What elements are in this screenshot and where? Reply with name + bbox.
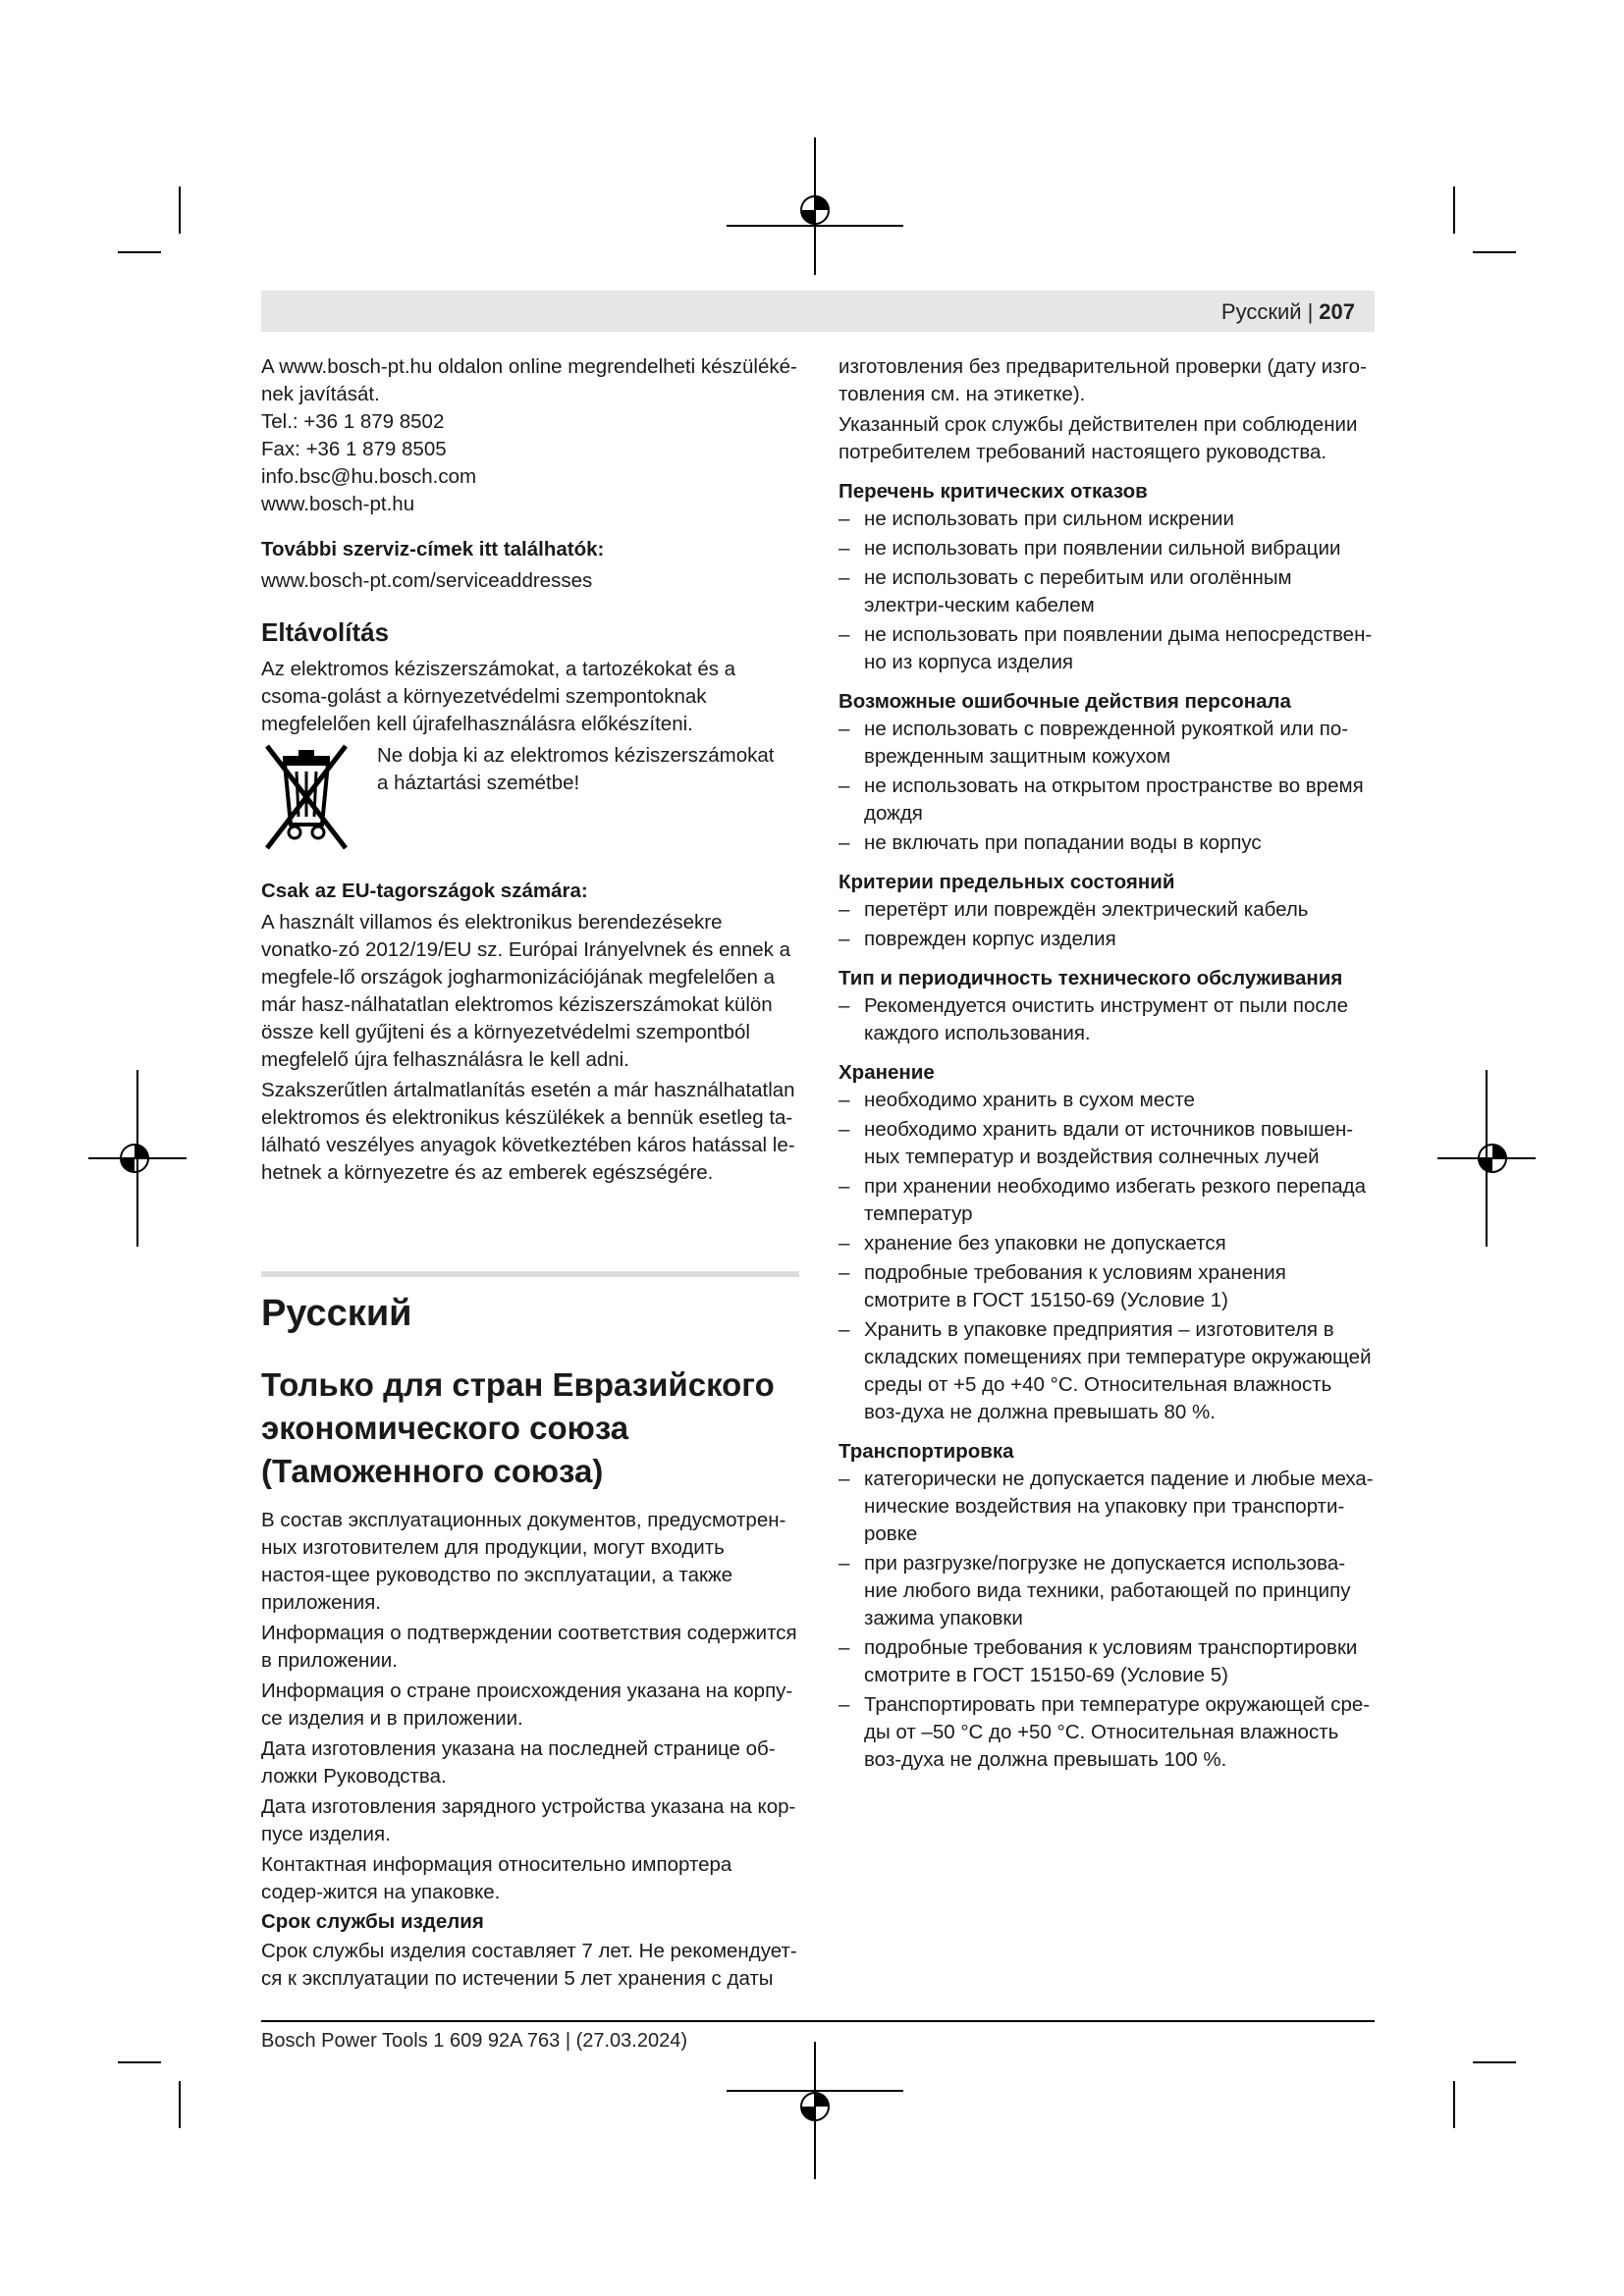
- crop-mark: [1453, 187, 1455, 234]
- intro-line: Tel.: +36 1 879 8502: [261, 410, 445, 433]
- list-item: – подробные требования к условиям транспортировки смотрите в ГОСТ 15150-69 (Условие 5): [839, 1634, 1375, 1689]
- bullet-list: [839, 896, 1375, 953]
- list-item: – не использовать при сильном искрении: [839, 506, 1375, 533]
- validity-text: Указанный срок службы действителен при соблюдении потребителем требований настоящего руководства.: [839, 413, 1358, 463]
- header-text: [1221, 299, 1355, 325]
- section-heading: Хранение: [839, 1061, 935, 1084]
- list-item: – не использовать при появлении сильной вибрации: [839, 535, 1375, 562]
- ru-paragraph: Дата изготовления зарядного устройства указана на кор-пусе изделия.: [261, 1795, 796, 1845]
- ru-paragraph: В состав эксплуатационных документов, предусмотрен-ных изготовителем для продукции, могут входить настоя-щее руководство по эксплуатации, а также приложения.: [261, 1509, 786, 1614]
- page-header: [261, 291, 1375, 332]
- list-item: – Рекомендуется очистить инструмент от пыли после каждого использования.: [839, 992, 1375, 1047]
- bullet-list: [839, 992, 1375, 1047]
- page-number: 207: [1319, 299, 1355, 324]
- list-item: – не использовать с перебитым или оголённым электри-ческим кабелем: [839, 564, 1375, 619]
- service-heading: További szerviz-címek itt találhatók:: [261, 538, 605, 561]
- weee-notice: [261, 742, 799, 870]
- service-life-heading: Срок службы изделия: [261, 1910, 484, 1933]
- bullet-list: [839, 716, 1375, 857]
- section-heading: Тип и периодичность технического обслуживания: [839, 967, 1343, 989]
- ru-paragraph: Информация о подтверждении соответствия содержится в приложении.: [261, 1622, 797, 1672]
- crop-mark: [179, 2081, 181, 2128]
- list-item: – подробные требования к условиям хранения смотрите в ГОСТ 15150-69 (Условие 1): [839, 1259, 1375, 1314]
- eu-text: Szakszerűtlen ártalmatlanítás esetén a már használhatatlan elektromos és elektronikus készülékek a bennük esetleg ta-lálható veszélyes anyagok következtében káros hatással le-hetnek a környezetre és az emberek egészségére.: [261, 1079, 795, 1184]
- list-item: – поврежден корпус изделия: [839, 926, 1375, 953]
- list-item: – хранение без упаковки не допускается: [839, 1230, 1375, 1257]
- list-item: – необходимо хранить вдали от источников повышен-ных температур и воздействия солнечных лучей: [839, 1116, 1375, 1171]
- crop-mark: [1453, 2081, 1455, 2128]
- list-item: – при хранении необходимо избегать резкого перепада температур: [839, 1173, 1375, 1228]
- ru-paragraph: Информация о стране происхождения указана на корпу-се изделия и в приложении.: [261, 1680, 793, 1730]
- intro-line: Fax: +36 1 879 8505: [261, 438, 447, 460]
- language-section-title: Русский: [261, 1293, 412, 1334]
- list-item: – Транспортировать при температуре окружающей сре-ды от –50 °C до +50 °C. Относительная влажность воз-духа не должна превышать 100 %.: [839, 1691, 1375, 1774]
- list-item: – при разгрузке/погрузке не допускается использова-ние любого вида техники, работающей по принципу зажима упаковки: [839, 1550, 1375, 1632]
- list-item: – не включать при попадании воды в корпус: [839, 829, 1375, 857]
- left-column: [261, 353, 799, 1993]
- list-item: – не использовать при появлении дыма непосредствен-но из корпуса изделия: [839, 621, 1375, 676]
- intro-line: info.bsc@hu.bosch.com: [261, 465, 477, 488]
- crop-mark: [118, 2061, 161, 2063]
- list-item: – не использовать с поврежденной рукояткой или по-врежденным защитным кожухом: [839, 716, 1375, 771]
- crop-mark: [1473, 251, 1516, 253]
- crop-mark: [179, 187, 181, 234]
- continued-text: изготовления без предварительной проверки (дату изго-товления см. на этикетке).: [839, 355, 1367, 405]
- crop-mark: [1473, 2061, 1516, 2063]
- bullet-list: [839, 1466, 1375, 1774]
- registration-mark-icon: [727, 2042, 903, 2179]
- right-column: [839, 353, 1375, 1776]
- list-item: – перетёрт или повреждён электрический кабель: [839, 896, 1375, 924]
- footer-text: Bosch Power Tools 1 609 92A 763 | (27.03.2024): [261, 2030, 688, 2052]
- section-heading: Перечень критических отказов: [839, 480, 1148, 503]
- registration-mark-icon: [1437, 1070, 1536, 1247]
- ru-paragraph: Дата изготовления указана на последней странице об-ложки Руководства.: [261, 1737, 776, 1788]
- eu-text: A használt villamos és elektronikus berendezésekre vonatko-zó 2012/19/EU sz. Európai Irányelvnek és ennek a megfele-lő országok jogharmonizációjának megfelelően a már hasz-nálhatatlan elektromos kéziszerszámokat külön össze kell gyűjteni és a környezetvédelmi szempontból megfelelő újra felhasználásra le kell adni.: [261, 911, 791, 1071]
- intro-line: www.bosch-pt.hu: [261, 493, 415, 515]
- list-item: – категорически не допускается падение и любые меха-нические воздействия на упаковку при транспорти-ровке: [839, 1466, 1375, 1548]
- eu-heading: Csak az EU-tagországok számára:: [261, 880, 588, 902]
- service-life-text: Срок службы изделия составляет 7 лет. Не рекомендует-ся к эксплуатации по истечении 5 лет хранения с даты: [261, 1940, 797, 1990]
- bullet-list: [839, 506, 1375, 676]
- service-url: www.bosch-pt.com/serviceaddresses: [261, 569, 593, 592]
- weee-text: Ne dobja ki az elektromos kéziszerszámokat a háztartási szemétbe!: [377, 744, 775, 794]
- footer-rule: [261, 2020, 1375, 2022]
- list-item: – Хранить в упаковке предприятия – изготовителя в складских помещениях при температуре окружающей среды от +5 до +40 °C. Относительная влажность воз-духа не должна превышать 80 %.: [839, 1316, 1375, 1426]
- bullet-list: [839, 1087, 1375, 1426]
- intro-line: A www.bosch-pt.hu oldalon online megrendelheti készüléké-nek javítását.: [261, 355, 797, 405]
- section-heading: Критерии предельных состояний: [839, 871, 1175, 893]
- section-heading: Возможные ошибочные действия персонала: [839, 690, 1291, 713]
- disposal-text: Az elektromos kéziszerszámokat, a tartozékokat és a csoma-golást a környezetvédelmi szempontoknak megfelelően kell újrafelhasználásra előkészíteni.: [261, 658, 736, 735]
- crossed-out-wheelie-bin-icon: [261, 742, 352, 852]
- section-heading: Транспортировка: [839, 1440, 1014, 1463]
- section-divider: [261, 1271, 799, 1277]
- crop-mark: [118, 251, 161, 253]
- header-language: Русский: [1220, 299, 1302, 324]
- disposal-heading: Eltávolítás: [261, 617, 390, 647]
- header-separator: |: [1307, 299, 1314, 324]
- list-item: – необходимо хранить в сухом месте: [839, 1087, 1375, 1114]
- registration-mark-icon: [88, 1070, 187, 1247]
- registration-mark-icon: [727, 137, 903, 275]
- list-item: – не использовать на открытом пространстве во время дождя: [839, 773, 1375, 828]
- ru-paragraph: Контактная информация относительно импортера содер-жится на упаковке.: [261, 1853, 732, 1903]
- eaeu-heading: Только для стран Евразийского экономического союза (Таможенного союза): [261, 1366, 775, 1489]
